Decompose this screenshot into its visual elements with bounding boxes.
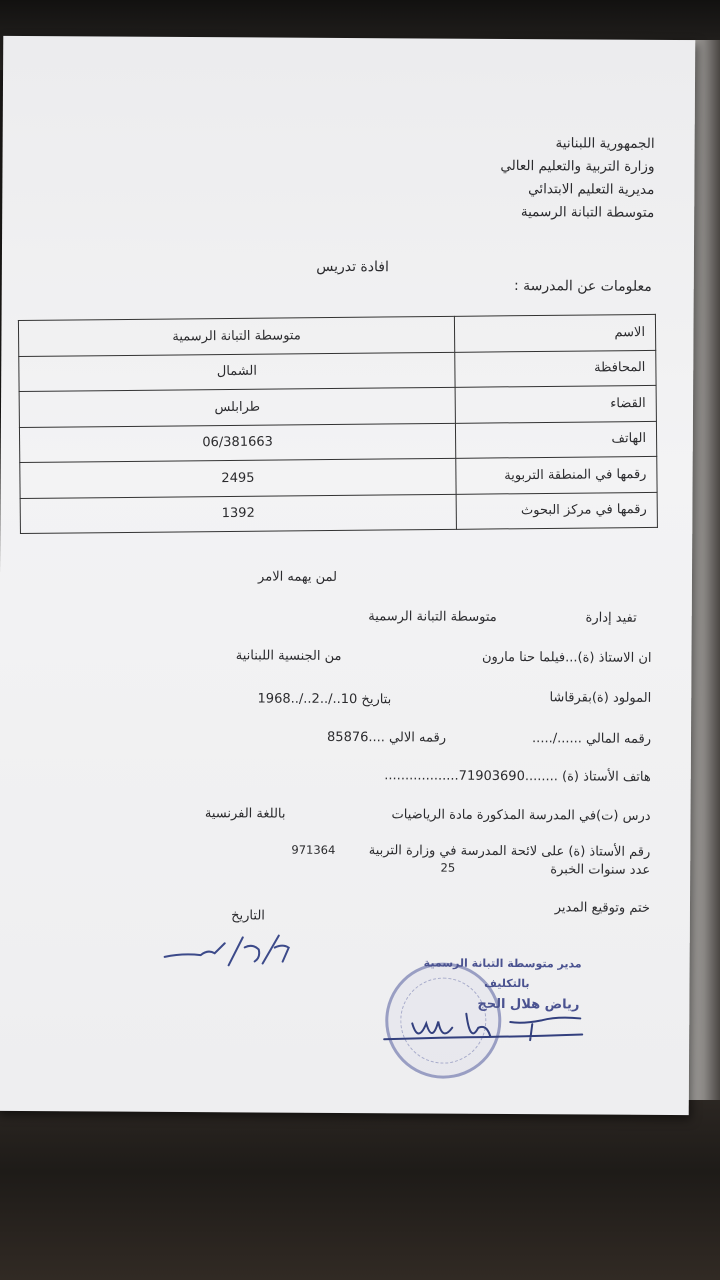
stamp-line-1: مدير متوسطة التبانة الرسمية: [423, 956, 582, 971]
table-row: [19, 350, 656, 392]
section-title: معلومات عن المدرسة :: [513, 278, 652, 295]
document-title: افادة تدريس: [316, 258, 389, 276]
admin-value: متوسطة التبانة الرسمية: [368, 609, 497, 625]
table-value: 2495: [20, 458, 456, 498]
table-value: متوسطة التبانة الرسمية: [18, 316, 454, 356]
school-info-table: [18, 314, 658, 534]
to-whom-heading: لمن يهمه الامر: [258, 569, 338, 585]
header-republic: الجمهورية اللبنانية: [555, 135, 655, 152]
table-value: طرابلس: [19, 387, 455, 427]
table-row: [18, 314, 655, 356]
serial-number: رقمه الالي ....85876: [327, 729, 447, 746]
background-desk: [0, 1100, 720, 1280]
table-label: القضاء: [455, 385, 656, 422]
stamp-line-3: رياض هلال الحج: [477, 996, 580, 1013]
nationality: من الجنسية اللبنانية: [235, 648, 342, 664]
table-label: الهاتف: [455, 421, 656, 458]
table-label: المحافظة: [455, 350, 656, 387]
birthplace: المولود (ة)بقرقاشا: [549, 690, 652, 706]
header-ministry: وزارة التربية والتعليم العالي: [500, 157, 655, 175]
table-label: رقمها في مركز البحوث: [456, 492, 657, 529]
table-value: 06/381663: [19, 423, 455, 463]
table-row: [20, 456, 657, 498]
experience-label: عدد سنوات الخبرة: [550, 862, 651, 878]
document-page: [0, 36, 695, 1115]
experience-value: 25: [440, 860, 456, 875]
teacher-name: ان الاستاذ (ة)...فيلما حنا مارون: [481, 649, 652, 666]
seal-label: ختم وتوقيع المدير: [554, 900, 651, 916]
table-row: [19, 385, 656, 427]
director-signature-icon: [382, 993, 592, 1054]
admin-label: تفيد إدارة: [585, 610, 637, 626]
taught-subject: درس (ت)في المدرسة المذكورة مادة الرياضيات: [391, 807, 651, 824]
header-directorate: مديرية التعليم الابتدائي: [528, 181, 655, 198]
table-value: 1392: [20, 494, 456, 534]
table-value: الشمال: [19, 352, 455, 392]
table-label: الاسم: [454, 314, 655, 351]
date-label: التاريخ: [231, 908, 265, 924]
financial-number: رقمه المالي ....../.....: [532, 731, 652, 747]
table-row: [19, 421, 656, 463]
teacher-phone: هاتف الأستاذ (ة) ........71903690..................: [384, 768, 651, 785]
table-label: رقمها في المنطقة التربوية: [456, 456, 657, 493]
birth-date: بتاريخ 10../..2../..1968: [257, 691, 392, 708]
handwritten-date-icon: [163, 917, 293, 978]
roster-line: رقم الأستاذ (ة) على لائحة المدرسة في وزارة التربية: [368, 843, 651, 860]
header-school: متوسطة التبانة الرسمية: [520, 204, 655, 221]
stamp-line-2: بالتكليف: [484, 976, 530, 991]
teaching-language: باللغة الفرنسية: [204, 806, 286, 822]
table-row: [20, 492, 657, 534]
roster-number: 971364: [291, 842, 336, 857]
